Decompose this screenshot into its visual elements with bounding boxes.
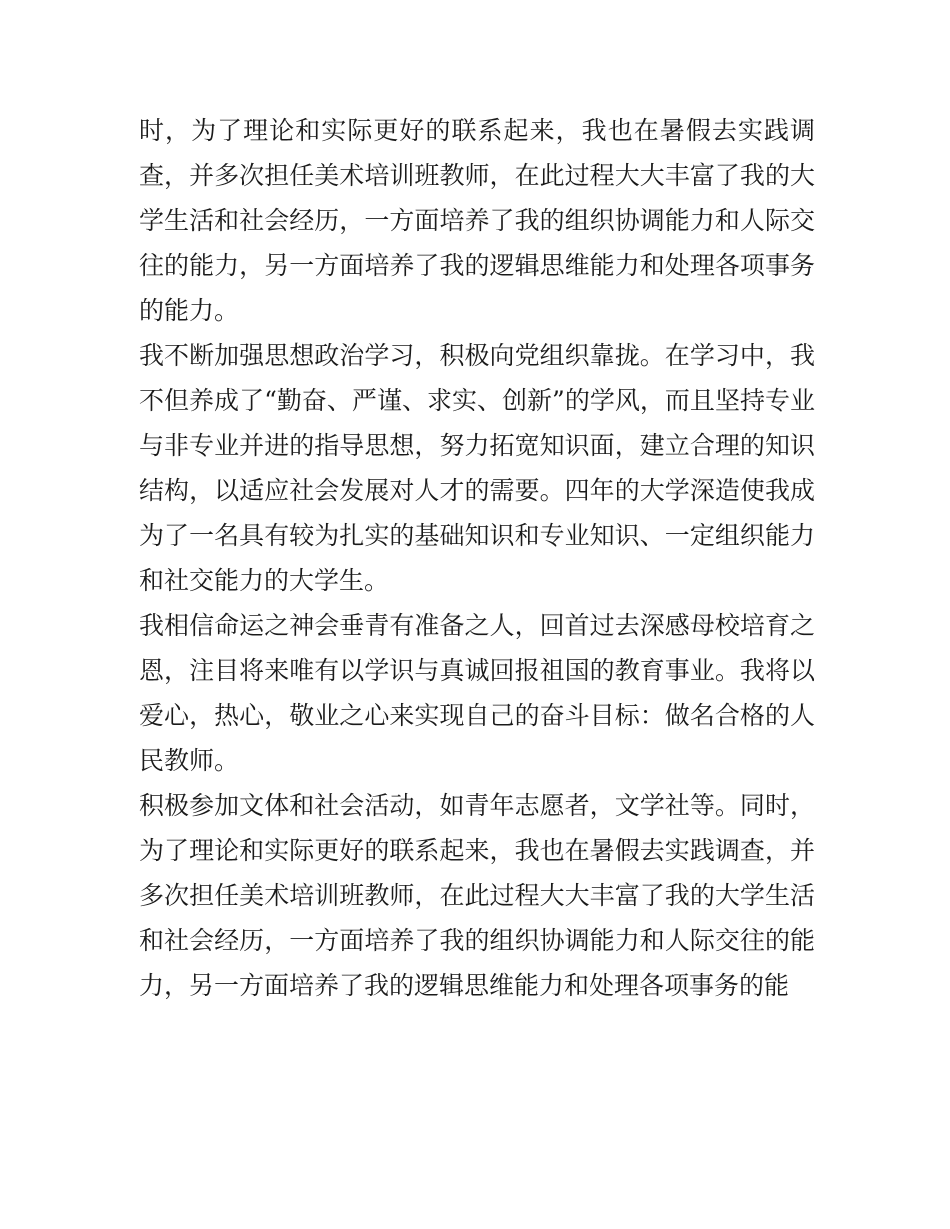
text-line: 爱心，热心，敬业之心来实现自己的奋斗目标：做名合格的人 bbox=[139, 701, 815, 730]
text-line: 时，为了理论和实际更好的联系起来，我也在暑假去实践调 bbox=[139, 116, 815, 145]
text-line: 结构，以适应社会发展对人才的需要。四年的大学深造使我成 bbox=[139, 476, 815, 505]
text-line: 民教师。 bbox=[139, 746, 240, 775]
text-line: 恩，注目将来唯有以学识与真诚回报祖国的教育事业。我将以 bbox=[139, 656, 815, 685]
text-line: 查，并多次担任美术培训班教师，在此过程大大丰富了我的大 bbox=[139, 161, 815, 190]
text-line: 积极参加文体和社会活动，如青年志愿者，文学社等。同时， bbox=[139, 791, 815, 820]
text-line: 我不断加强思想政治学习，积极向党组织靠拢。在学习中，我 bbox=[139, 341, 815, 370]
text-line: 多次担任美术培训班教师，在此过程大大丰富了我的大学生活 bbox=[139, 881, 815, 910]
text-line: 与非专业并进的指导思想，努力拓宽知识面，建立合理的知识 bbox=[139, 431, 815, 460]
text-line: 不但养成了“勤奋、严谨、求实、创新”的学风，而且坚持专业 bbox=[139, 386, 815, 415]
text-line: 为了理论和实际更好的联系起来，我也在暑假去实践调查，并 bbox=[139, 836, 815, 865]
text-line: 的能力。 bbox=[139, 296, 240, 325]
text-line: 和社交能力的大学生。 bbox=[139, 566, 390, 595]
text-line: 为了一名具有较为扎实的基础知识和专业知识、一定组织能力 bbox=[139, 521, 815, 550]
text-line: 学生活和社会经历，一方面培养了我的组织协调能力和人际交 bbox=[139, 206, 815, 235]
document-body bbox=[139, 108, 815, 1008]
text-line: 和社会经历，一方面培养了我的组织协调能力和人际交往的能 bbox=[139, 926, 815, 955]
text-line: 往的能力，另一方面培养了我的逻辑思维能力和处理各项事务 bbox=[139, 251, 815, 280]
text-line: 我相信命运之神会垂青有准备之人，回首过去深感母校培育之 bbox=[139, 611, 815, 640]
text-line: 力，另一方面培养了我的逻辑思维能力和处理各项事务的能 bbox=[139, 971, 790, 1000]
